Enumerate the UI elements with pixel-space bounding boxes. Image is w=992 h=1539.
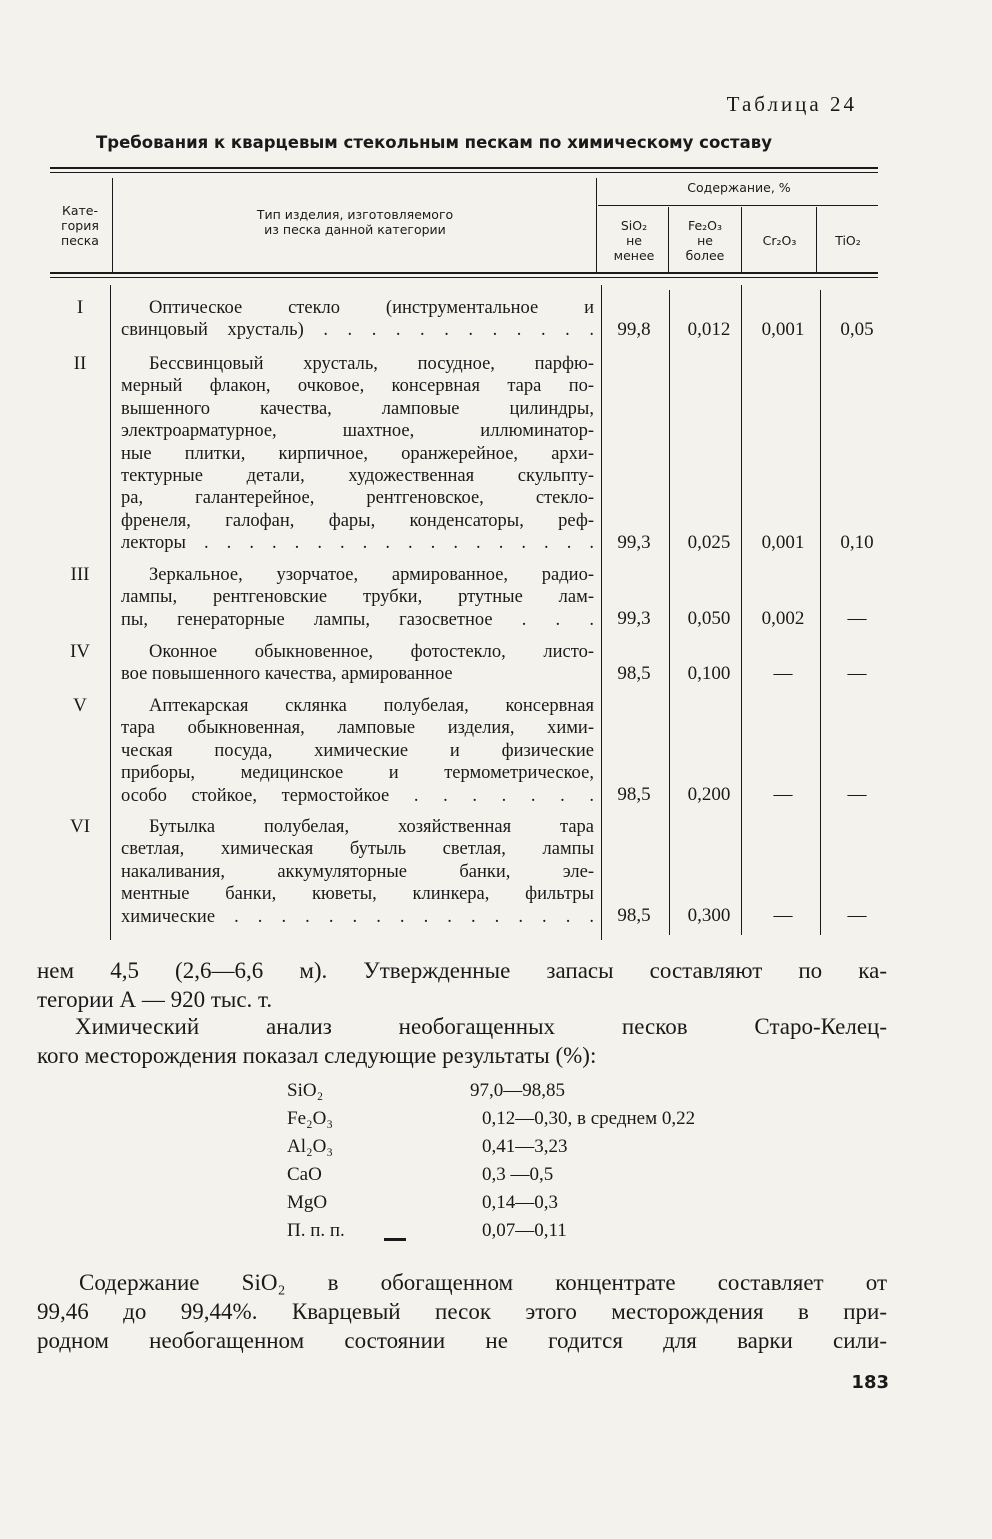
table-top-rule-2	[50, 172, 878, 173]
desc-line: тектурные детали, художественная скульпту-	[121, 466, 594, 487]
table-number: Таблица 24	[726, 92, 857, 116]
row-category: III	[70, 564, 90, 585]
header-tio2: TiO₂	[835, 233, 861, 248]
header-product-type	[150, 207, 560, 237]
header-product-line: Тип изделия, изготовляемого	[256, 207, 454, 222]
desc-line: ра, галантерейное, рентгеновское, стекло-	[121, 488, 594, 509]
header-bottom-rule-2	[50, 277, 878, 278]
desc-line: ментные банки, кюветы, клинкера, фильтры	[121, 884, 594, 905]
cr2o3-value: —	[773, 663, 793, 684]
desc-line: Бессвинцовый хрусталь, посудное, парфю-	[149, 354, 594, 374]
row-description	[121, 353, 594, 555]
row-category: I	[76, 297, 84, 318]
analysis-component: Al₂O₃	[287, 1136, 333, 1157]
sio2-value: 98,5	[617, 663, 651, 684]
header-divider	[596, 178, 597, 273]
body-divider	[110, 285, 111, 940]
header-fe2o3-line: более	[685, 248, 725, 263]
sio2-value: 98,5	[617, 905, 651, 926]
fe2o3-value: 0,300	[687, 905, 731, 926]
paragraph-line: Химический анализ необогащенных песков Старо-Келец-	[75, 1014, 887, 1039]
row-description	[121, 564, 594, 631]
page-number: 183	[851, 1372, 889, 1393]
analysis-component: Fe₂O₃	[287, 1108, 333, 1129]
header-category	[50, 203, 110, 248]
row-description	[121, 641, 594, 686]
fe2o3-value: 0,100	[687, 663, 731, 684]
header-product-line: из песка данной категории	[264, 222, 446, 237]
paragraph-line: нем 4,5 (2,6—6,6 м). Утвержденные запасы составляют по ка-	[37, 958, 887, 983]
paragraph-line: родном необогащенном состоянии не годится для варки сили-	[37, 1328, 887, 1353]
desc-line: френеля, галофан, фары, конденсаторы, реф-	[121, 510, 594, 531]
row-description	[121, 695, 594, 807]
analysis-value: 0,41—3,23	[482, 1136, 568, 1157]
desc-line: светлая, химическая бутыль светлая, лампы	[121, 839, 594, 860]
desc-line: химические . . . . . . . . . . . . . . . .	[121, 906, 594, 927]
paragraph-line: кого месторождения показал следующие результаты (%):	[37, 1043, 597, 1068]
paragraph-line: тегории А — 920 тыс. т.	[37, 987, 273, 1012]
desc-line: Оконное обыкновенное, фотостекло, листо-	[149, 642, 594, 662]
sio2-value: 98,5	[617, 784, 651, 805]
table-top-rule	[50, 167, 878, 169]
tio2-value: —	[847, 905, 867, 926]
header-fe2o3-line: Fe₂O₃	[687, 218, 723, 233]
sio2-value: 99,3	[617, 532, 651, 553]
paragraph-reserves	[37, 956, 887, 1014]
desc-line: свинцовый хрусталь) . . . . . . . . . . . .	[121, 320, 594, 341]
cr2o3-value: —	[773, 784, 793, 805]
header-fe2o3	[670, 218, 740, 263]
desc-line: вое повышенного качества, армированное	[121, 664, 453, 685]
header-sio2	[600, 218, 668, 263]
desc-line: приборы, медицинское и термометрическое,	[121, 763, 594, 784]
header-sio2-line: менее	[613, 248, 655, 263]
desc-line: особо стойкое, термостойкое . . . . . . .	[121, 785, 594, 806]
header-content: Содержание, %	[687, 180, 791, 195]
analysis-value: 0,3 —0,5	[482, 1164, 554, 1185]
cr2o3-value: 0,001	[761, 319, 805, 340]
paragraph-analysis-intro	[37, 1012, 887, 1070]
cr2o3-value: 0,001	[761, 532, 805, 553]
content-subheader-rule	[598, 205, 878, 206]
paragraph-line: 99,46 до 99,44%. Кварцевый песок этого месторождения в при-	[37, 1299, 887, 1324]
desc-line: лекторы . . . . . . . . . . . . . . . . . .	[121, 533, 594, 554]
analysis-component: SiO₂	[287, 1080, 324, 1101]
fe2o3-value: 0,025	[687, 532, 731, 553]
desc-line: пы, генераторные лампы, газосветное . . .	[121, 609, 594, 630]
tio2-value: —	[847, 608, 867, 629]
analysis-value: 97,0—98,85	[470, 1080, 565, 1101]
cr2o3-value: 0,002	[761, 608, 805, 629]
header-sio2-line: не	[626, 233, 642, 248]
row-category: VI	[69, 816, 91, 837]
header-divider	[112, 178, 113, 273]
sio2-value: 99,3	[617, 608, 651, 629]
row-category: II	[73, 353, 87, 374]
sio2-value: 99,8	[617, 319, 651, 340]
table-title: Требования к кварцевым стекольным пескам по химическому составу	[96, 133, 772, 152]
desc-line: Бутылка полубелая, хозяйственная тара	[149, 817, 594, 837]
analysis-value: 0,07—0,11	[482, 1220, 567, 1241]
desc-line: мерный флакон, очковое, консервная тара по-	[121, 376, 594, 397]
desc-line: Оптическое стекло (инструментальное и	[149, 298, 594, 318]
desc-line: лампы, рентгеновские трубки, ртутные лам-	[121, 587, 594, 608]
tio2-value: —	[847, 784, 867, 805]
tio2-value: 0,05	[840, 319, 874, 340]
desc-line: ческая посуда, химические и физические	[121, 740, 594, 761]
paragraph-line: Содержание SiO₂ в обогащенном концентрате составляет от	[79, 1270, 887, 1295]
desc-line: тара обыкновенная, ламповые изделия, хими-	[121, 718, 594, 739]
header-sio2-line: SiO₂	[620, 218, 648, 233]
tio2-value: —	[847, 663, 867, 684]
header-category-line: песка	[61, 233, 99, 248]
desc-line: Зеркальное, узорчатое, армированное, радио-	[149, 565, 594, 585]
header-category-line: гория	[61, 218, 99, 233]
header-category-line: Кате-	[61, 203, 99, 218]
header-fe2o3-line: не	[697, 233, 713, 248]
paragraph-concentrate	[37, 1268, 887, 1355]
row-description	[121, 297, 594, 342]
row-description	[121, 816, 594, 928]
fe2o3-value: 0,050	[687, 608, 731, 629]
fe2o3-value: 0,012	[687, 319, 731, 340]
dash-mark	[384, 1238, 406, 1241]
desc-line: электроарматурное, шахтное, иллюминатор-	[121, 421, 594, 442]
analysis-value: 0,14—0,3	[482, 1192, 558, 1213]
body-divider	[669, 290, 670, 935]
desc-line: вышенного качества, ламповые цилиндры,	[121, 398, 594, 419]
tio2-value: 0,10	[840, 532, 874, 553]
analysis-value: 0,12—0,30, в среднем 0,22	[482, 1108, 696, 1129]
desc-line: Аптекарская склянка полубелая, консервная	[149, 696, 594, 716]
analysis-component: П. п. п.	[287, 1220, 345, 1241]
analysis-component: MgO	[287, 1192, 328, 1213]
row-category: V	[73, 695, 87, 716]
header-cr2o3: Cr₂O₃	[762, 233, 797, 248]
desc-line: накаливания, аккумуляторные банки, эле-	[121, 861, 594, 882]
header-bottom-rule	[50, 272, 878, 274]
cr2o3-value: —	[773, 905, 793, 926]
analysis-component: CaO	[287, 1164, 322, 1185]
desc-line: ные плитки, кирпичное, оранжерейное, архи-	[121, 443, 594, 464]
row-category: IV	[69, 641, 91, 662]
fe2o3-value: 0,200	[687, 784, 731, 805]
